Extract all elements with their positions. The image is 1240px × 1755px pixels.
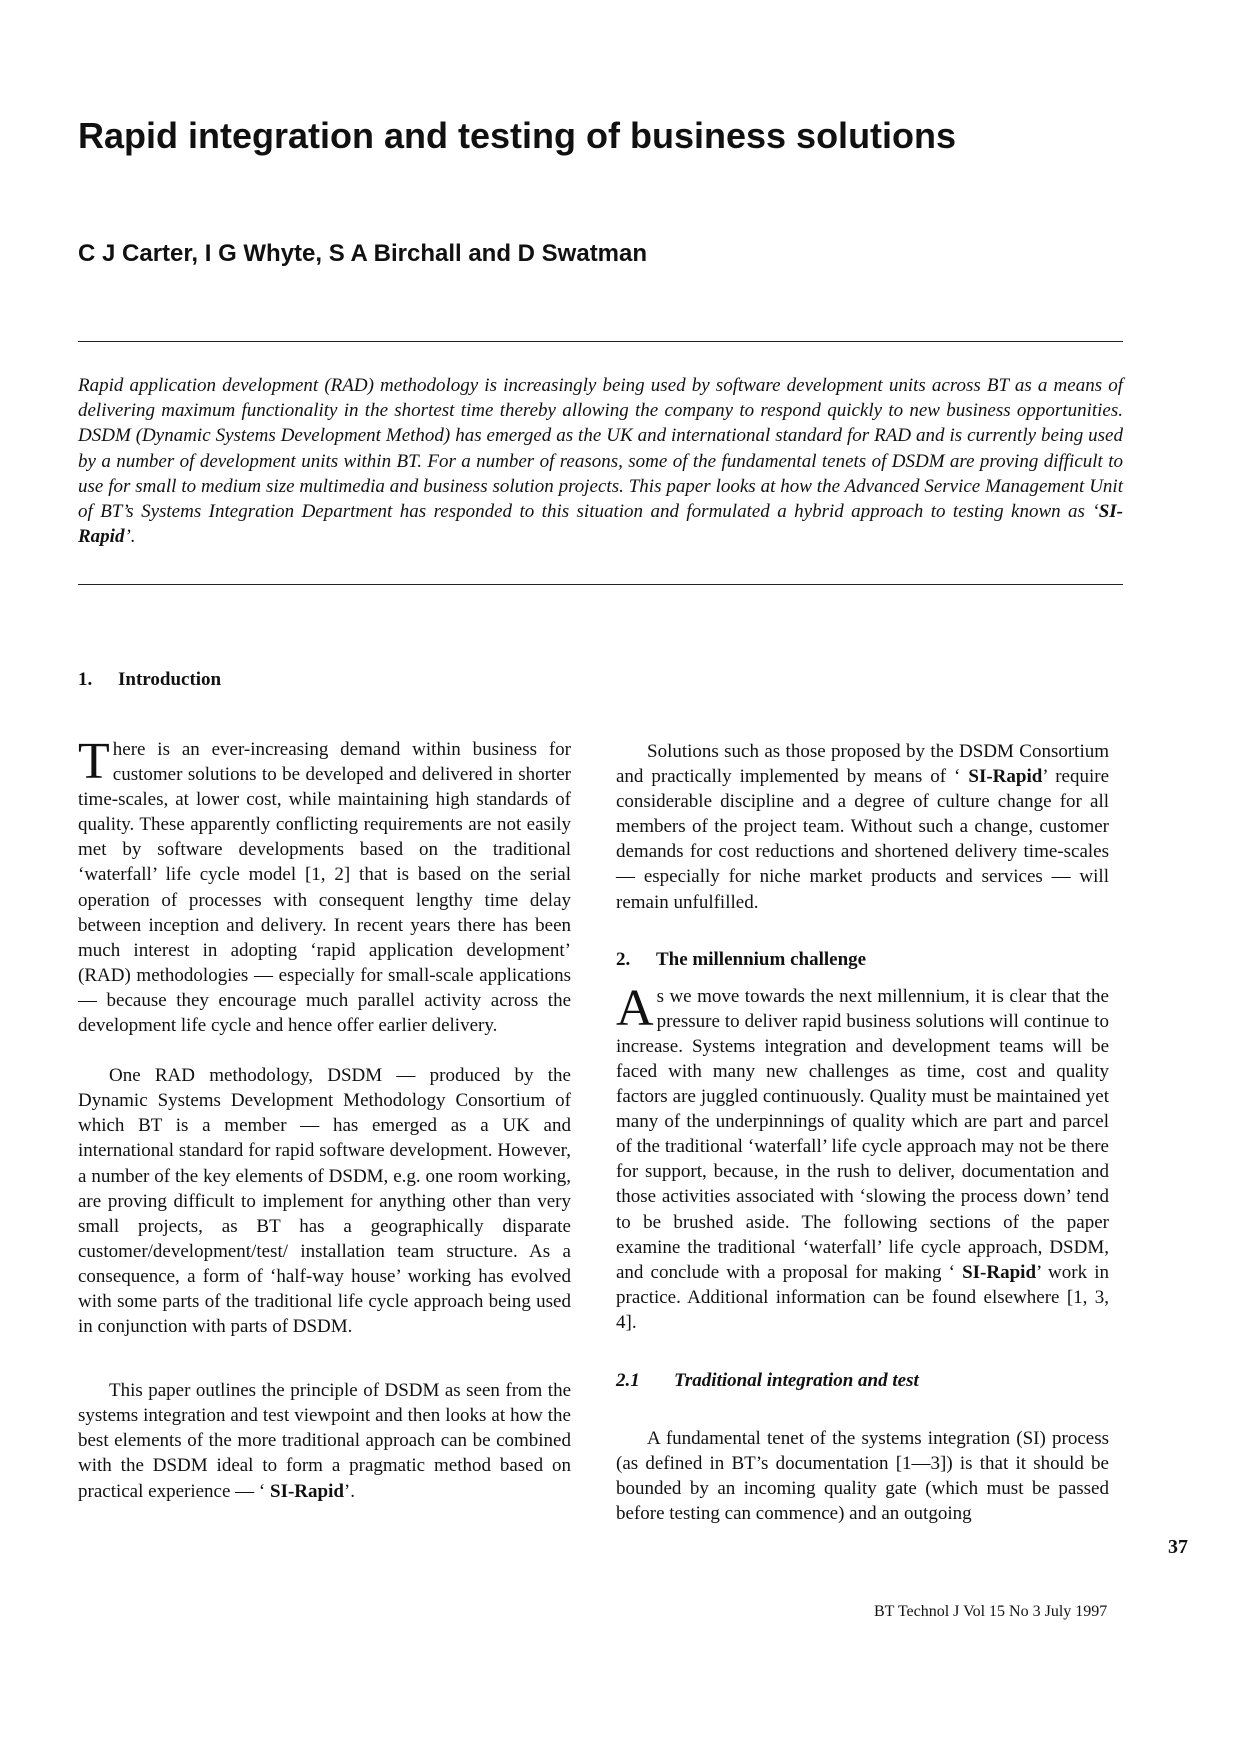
section-2-paragraph-1-bold: SI-Rapid bbox=[962, 1261, 1037, 1283]
section-2-1-number: 2.1 bbox=[616, 1369, 640, 1391]
paper-authors: C J Carter, I G Whyte, S A Birchall and D Swatman bbox=[78, 240, 648, 267]
abstract-top-rule bbox=[78, 341, 1123, 342]
abstract-text-end: ’. bbox=[124, 526, 136, 548]
paper-title: Rapid integration and testing of business solutions bbox=[78, 115, 957, 156]
abstract-text: Rapid application development (RAD) methodology is increasingly being used by software development units across BT as a means of delivering maximum functionality in the shortest time thereby allowing the company to respond quickly to new business opportunities. DSDM (Dynamic Systems Development Method) has emerged as the UK and international standard for RAD and is currently being used by a number of development units within BT. For a number of reasons, some of the fundamental tenets of DSDM are proving difficult to use for small to medium size multimedia and business solution projects. This paper looks at how the Advanced Service Management Unit of BT’s Systems Integration Department has responded to this situation and formulated a hybrid approach to testing known as ‘ bbox=[78, 375, 1123, 523]
page-number: 37 bbox=[1168, 1536, 1188, 1558]
section-1-paragraph-3-end: ’. bbox=[343, 1480, 355, 1502]
left-column bbox=[78, 667, 571, 1504]
column-2-paragraph-1 bbox=[616, 739, 1109, 915]
section-1-number: 1. bbox=[78, 669, 93, 690]
section-1-paragraph-1 bbox=[78, 733, 571, 1038]
section-1-heading bbox=[78, 667, 571, 692]
column-2-paragraph-1-end: ’ require considerable discipline and a degree of culture change for all members of the project team. Without such a change, customer demands for cost reductions and shortened delivery time-scales — especially for niche market products and services — will remain unfulfilled. bbox=[616, 766, 1109, 913]
section-2-heading bbox=[616, 947, 1109, 972]
journal-citation: BT Technol J Vol 15 No 3 July 1997 bbox=[874, 1603, 1108, 1620]
section-1-paragraph-3 bbox=[78, 1378, 571, 1503]
section-2-dropcap: A bbox=[616, 979, 654, 1037]
section-2-number: 2. bbox=[616, 948, 631, 970]
section-2-paragraph-1-text: s we move towards the next millennium, it is clear that the pressure to deliver rapid business solutions will continue to increase. Systems integration and development teams will be faced with many new challenges as time, cost and quality factors are juggled continuously. Quality must be maintained yet many of the underpinnings of quality which are part and parcel of the traditional ‘waterfall’ life cycle approach may not be there for support, because, in the rush to deliver, documentation and those activities associated with ‘slowing the process down’ tend to be brushed aside. The following sections of the paper examine the traditional ‘waterfall’ life cycle approach, DSDM, and conclude with a proposal for making ‘ bbox=[616, 985, 1109, 1283]
section-2-paragraph-1 bbox=[616, 979, 1109, 1335]
abstract bbox=[78, 373, 1123, 549]
abstract-bottom-rule bbox=[78, 584, 1123, 585]
section-1-paragraph-1-text: here is an ever-increasing demand within business for customer solutions to be developed and delivered in shorter time-scales, at lower cost, while maintaining high standards of quality. These apparently conflicting requirements are not easily met by software developments based on the traditional ‘waterfall’ life cycle model [1, 2] that is based on the serial operation of processes with consequent lengthy time delay between inception and delivery. In recent years there has been much interest in adopting ‘rapid application development’ (RAD) methodologies — especially for small-scale applications — because they encourage much parallel activity across the development life cycle and hence offer earlier delivery. bbox=[78, 739, 571, 1037]
column-2-paragraph-1-bold: SI-Rapid bbox=[968, 766, 1043, 788]
section-2-1-heading bbox=[616, 1368, 1109, 1393]
column-2-paragraph-1-text: Solutions such as those proposed by the DSDM Consortium and practically implemented by means of ‘ bbox=[616, 741, 1109, 788]
right-column bbox=[616, 739, 1109, 1526]
section-1-dropcap: T bbox=[78, 733, 110, 790]
section-1-paragraph-3-text: This paper outlines the principle of DSDM as seen from the systems integration and test viewpoint and then looks at how the best elements of the more traditional approach can be combined with the DSDM ideal to form a pragmatic method based on practical experience — ‘ bbox=[78, 1380, 571, 1502]
section-1-paragraph-2: One RAD methodology, DSDM — produced by the Dynamic Systems Development Methodology Consortium of which BT is a member — has emerged as a UK and international standard for rapid software development. However, a number of the key elements of DSDM, e.g. one room working, are proving difficult to implement for anything other than very small projects, as BT has a geographically disparate customer/development/test/ installation team structure. As a consequence, a form of ‘half-way house’ working has evolved with some parts of the traditional life cycle approach being used in conjunction with parts of DSDM. bbox=[78, 1065, 571, 1338]
abstract-bold-term: SI-Rapid bbox=[78, 501, 1123, 548]
section-1-title: Introduction bbox=[118, 669, 222, 690]
section-2-1-title: Traditional integration and test bbox=[674, 1369, 919, 1391]
section-2-paragraph-1-end: ’ work in practice. Additional information can be found elsewhere [1, 3, 4]. bbox=[616, 1261, 1109, 1333]
section-2-1-paragraph-1: A fundamental tenet of the systems integration (SI) process (as defined in BT’s documentation [1—3]) is that it should be bounded by an incoming quality gate (which must be passed before testing can commence) and an outgoing bbox=[616, 1427, 1109, 1525]
section-2-title: The millennium challenge bbox=[656, 948, 867, 970]
section-1-paragraph-3-bold: SI-Rapid bbox=[270, 1480, 344, 1502]
